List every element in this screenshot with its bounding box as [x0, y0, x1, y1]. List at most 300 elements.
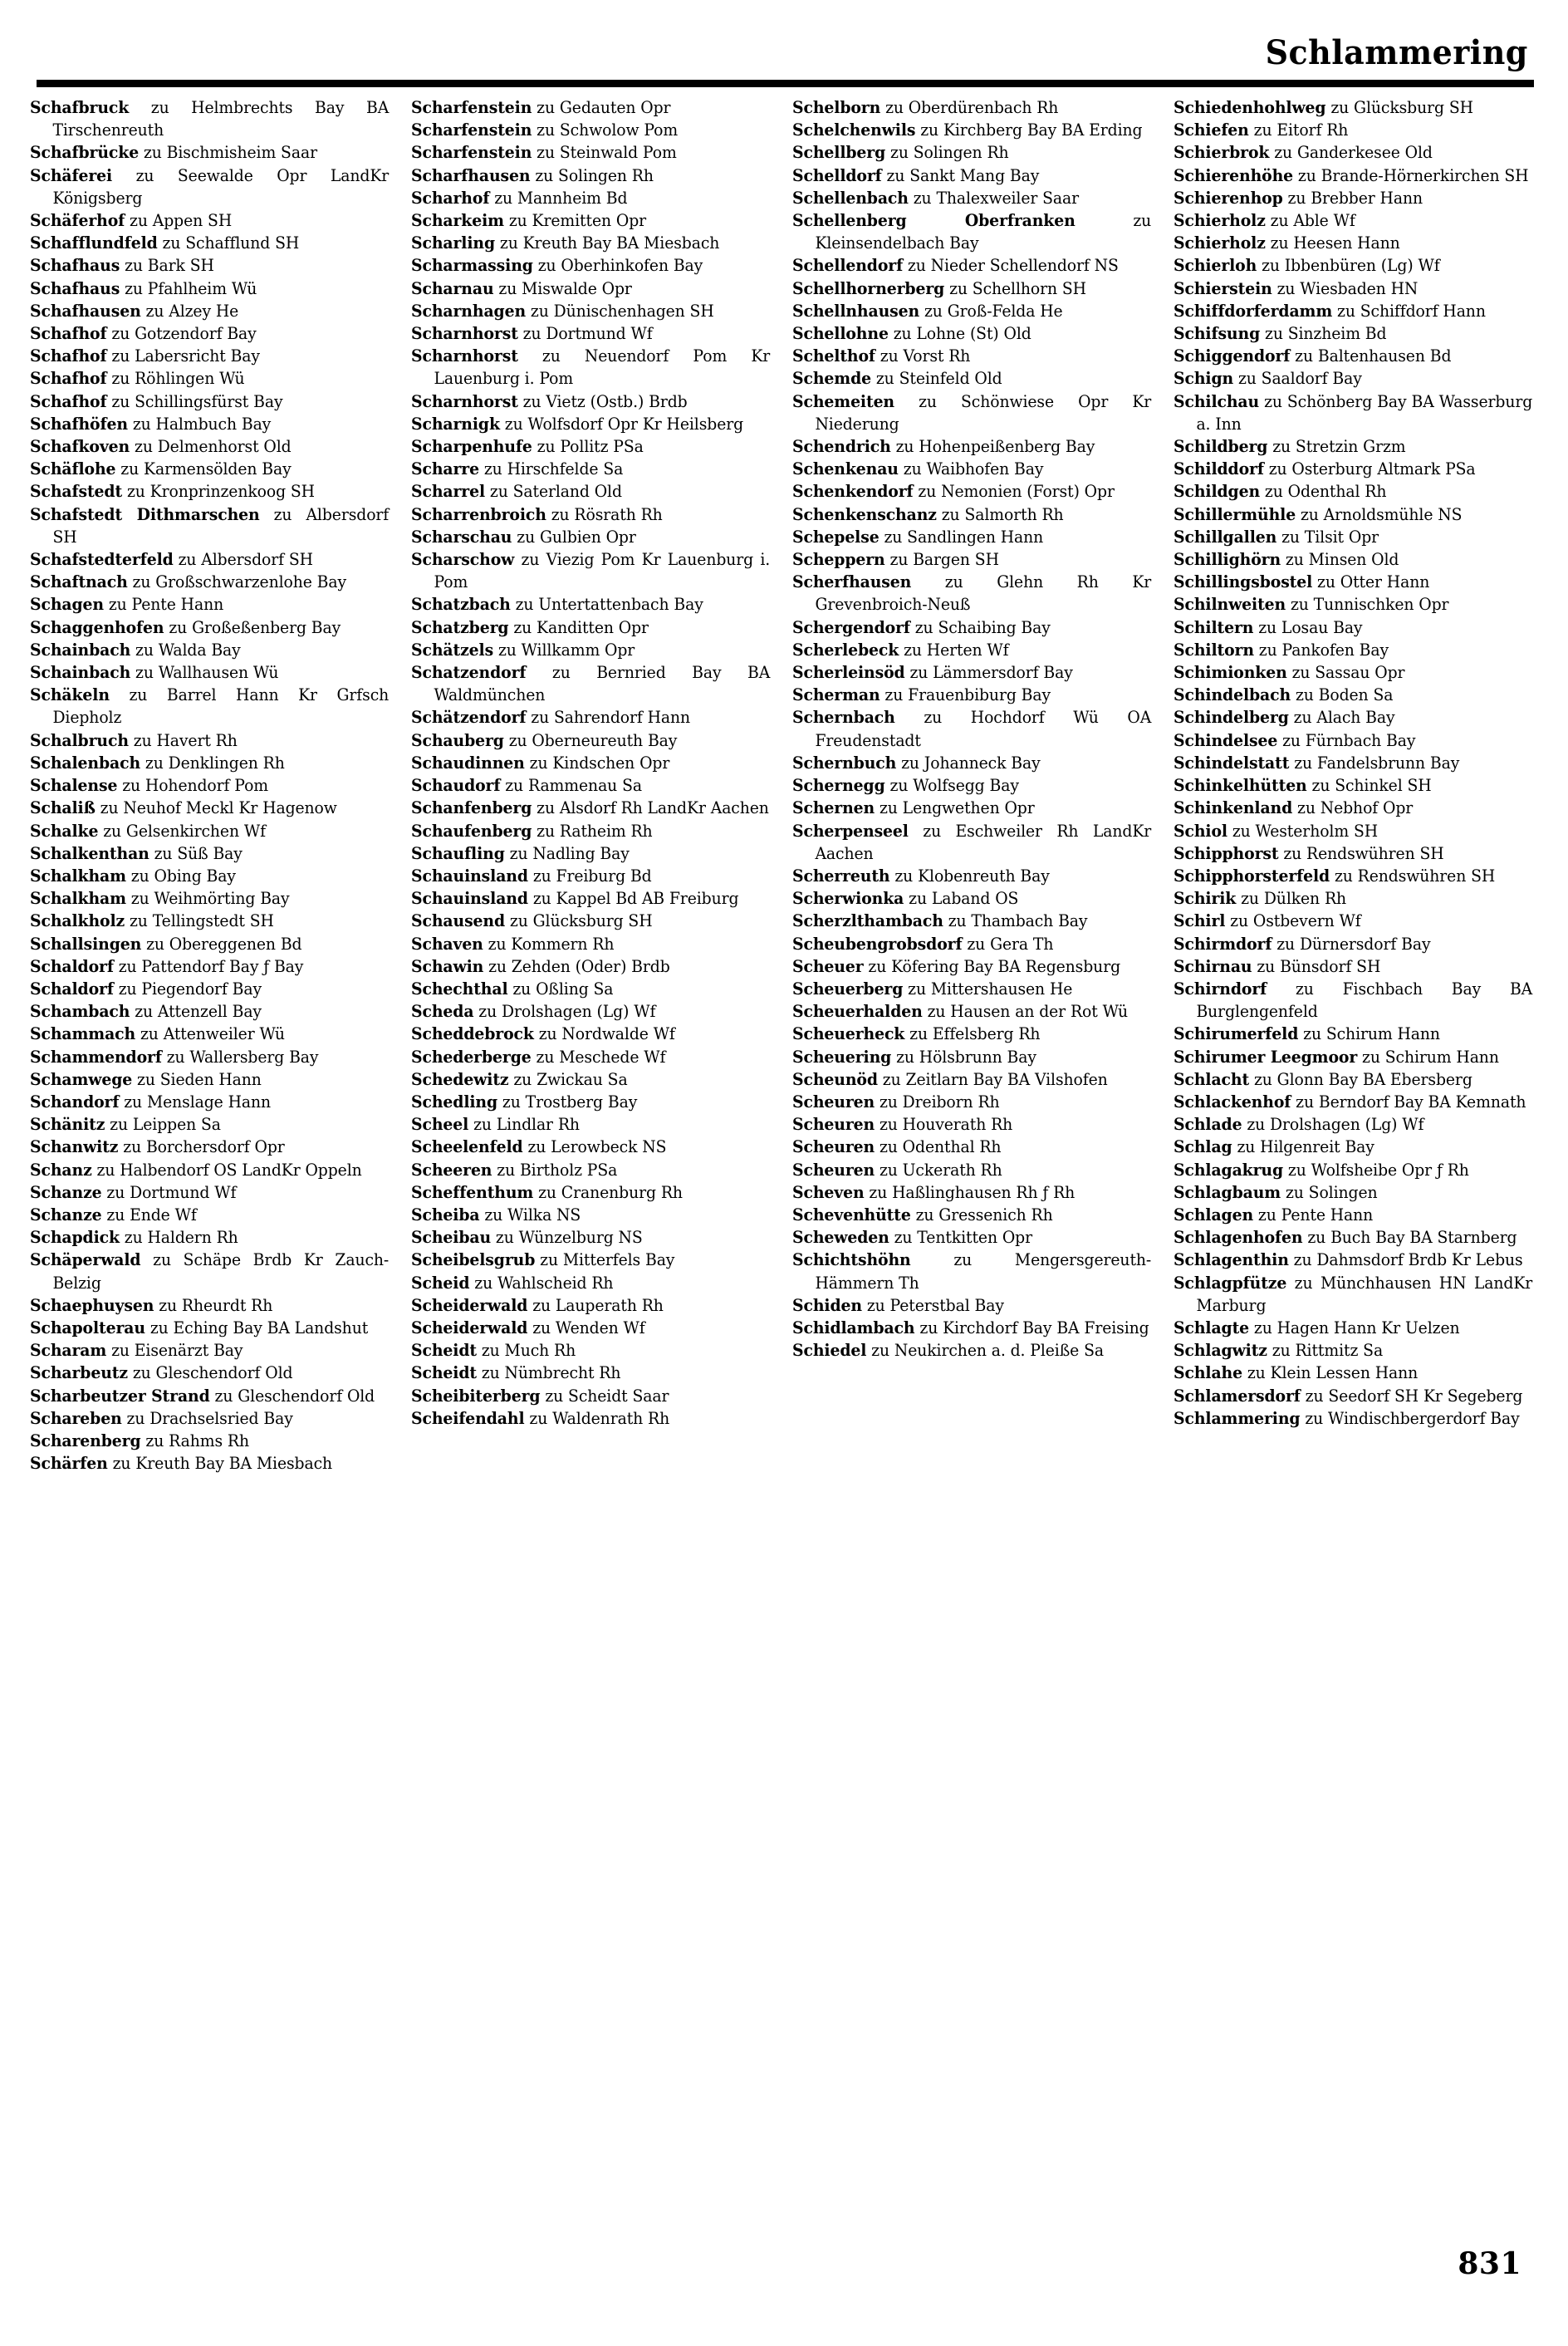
entry-reference: zu Freiburg Bd — [527, 866, 652, 886]
entry-reference: zu Hilgenreit Bay — [1232, 1137, 1374, 1157]
entry-reference: zu Birtholz PSa — [492, 1160, 618, 1180]
entry-keyword: Schlagwitz — [1174, 1341, 1267, 1361]
entry-reference: zu Baltenhausen Bd — [1290, 346, 1452, 366]
entry-reference: zu Sandlingen Hann — [879, 527, 1044, 547]
entry-reference: zu Ostbevern Wf — [1225, 911, 1361, 931]
index-entry — [30, 797, 389, 819]
entry-keyword: Schifsung — [1174, 324, 1261, 344]
entry-reference: zu Heesen Hann — [1265, 233, 1400, 253]
entry-keyword: Schedling — [411, 1092, 498, 1112]
entry-keyword: Schierstein — [1174, 278, 1272, 298]
index-entry — [411, 1317, 770, 1339]
entry-reference: zu Mannheim Bd — [489, 188, 628, 208]
entry-keyword: Scheibelsgrub — [411, 1250, 536, 1270]
index-entry — [792, 1000, 1151, 1023]
entry-reference: zu Westerholm SH — [1227, 821, 1379, 841]
index-entry — [792, 1068, 1151, 1091]
entry-reference: zu Thalexweiler Saar — [908, 188, 1080, 208]
entry-keyword: Schamwege — [30, 1069, 133, 1089]
entry-keyword: Schirl — [1174, 911, 1226, 931]
entry-keyword: Schalkholz — [30, 911, 125, 931]
entry-keyword: Schlagpfütze — [1174, 1273, 1287, 1293]
entry-keyword: Schafhof — [30, 346, 107, 366]
entry-keyword: Scharpenhufe — [411, 437, 532, 457]
index-entry — [792, 1023, 1151, 1045]
index-entry — [1174, 706, 1532, 729]
index-entry — [411, 187, 770, 209]
entry-keyword: Scharfhausen — [411, 165, 531, 185]
index-entry — [411, 1362, 770, 1384]
index-entry — [411, 1249, 770, 1271]
entry-keyword: Scheibiterberg — [411, 1386, 541, 1406]
index-entry — [792, 503, 1151, 526]
index-entry — [1174, 435, 1532, 458]
index-entry — [1174, 1159, 1532, 1181]
entry-reference: zu Großeßenberg Bay — [164, 617, 341, 637]
entry-reference: zu Menslage Hann — [119, 1092, 272, 1112]
index-entry — [411, 887, 770, 910]
entry-keyword: Scheuerheck — [792, 1024, 905, 1044]
index-entry — [792, 865, 1151, 887]
entry-reference: zu Großschwarzenlohe Bay — [127, 572, 347, 592]
entry-reference: zu Münchhausen HN LandKr Marburg — [1196, 1273, 1533, 1315]
index-entry — [411, 435, 770, 458]
entry-keyword: Scharnhorst — [411, 346, 518, 366]
entry-keyword: Schalbruch — [30, 730, 129, 750]
entry-keyword: Schambach — [30, 1002, 130, 1022]
entry-reference: zu Pente Hann — [103, 595, 224, 615]
entry-keyword: Scheuer — [792, 956, 864, 976]
entry-keyword: Scharrel — [411, 482, 486, 502]
entry-reference: zu Nordwalde Wf — [533, 1024, 675, 1044]
index-entry — [411, 593, 770, 616]
entry-reference: zu Arnoldsmühle NS — [1296, 504, 1463, 524]
entry-reference: zu Odenthal Rh — [1260, 482, 1387, 502]
index-entry — [1174, 865, 1532, 887]
index-entry — [411, 1226, 770, 1249]
entry-keyword: Schildberg — [1174, 437, 1268, 457]
entry-reference: zu Odenthal Rh — [875, 1137, 1002, 1157]
entry-keyword: Scherpenseel — [792, 821, 909, 841]
index-entry — [1174, 1362, 1532, 1384]
index-entry — [411, 1294, 770, 1317]
entry-reference: zu Barrel Hann Kr Grfsch Diepholz — [52, 685, 390, 728]
index-entry — [30, 1430, 389, 1452]
entry-reference: zu Groß-Felda He — [919, 301, 1063, 321]
index-entry — [792, 1226, 1151, 1249]
entry-reference: zu Cranenburg Rh — [533, 1182, 683, 1202]
entry-keyword: Schäferhof — [30, 211, 125, 231]
entry-reference: zu Kanditten Opr — [508, 617, 649, 637]
entry-keyword: Scheeren — [411, 1160, 492, 1180]
entry-keyword: Schafstedt Dithmarschen — [30, 504, 260, 524]
entry-keyword: Schäkeln — [30, 685, 110, 705]
index-entry — [411, 1136, 770, 1158]
entry-keyword: Schlagte — [1174, 1318, 1250, 1337]
entry-reference: zu Otter Hann — [1312, 572, 1430, 592]
entry-reference: zu Klobenreuth Bay — [889, 866, 1050, 886]
index-entry — [411, 752, 770, 774]
entry-reference: zu Alach Bay — [1288, 708, 1395, 728]
index-entry — [1174, 842, 1532, 865]
entry-reference: zu Scheidt Saar — [540, 1386, 669, 1406]
entry-reference: zu Neuhof Meckl Kr Hagenow — [95, 798, 337, 818]
entry-reference: zu Schinkel SH — [1306, 776, 1432, 796]
entry-reference: zu Kirchdorf Bay BA Freising — [914, 1318, 1149, 1337]
index-entry — [30, 277, 389, 300]
index-entry — [411, 96, 770, 119]
entry-reference: zu Albersdorf SH — [52, 504, 390, 547]
entry-reference: zu Osterburg Altmark PSa — [1263, 459, 1476, 479]
entry-keyword: Scharkeim — [411, 211, 504, 231]
entry-reference: zu Bernried Bay BA Waldmünchen — [434, 663, 771, 705]
entry-reference: zu Gulbien Opr — [512, 527, 636, 547]
entry-keyword: Schaven — [411, 934, 483, 954]
entry-reference: zu Oberdürenbach Rh — [880, 98, 1059, 117]
index-entry — [1174, 367, 1532, 390]
entry-keyword: Schiefen — [1174, 120, 1249, 140]
entry-reference: zu Glonn Bay BA Ebersberg — [1249, 1069, 1472, 1089]
index-entry — [792, 187, 1151, 209]
entry-keyword: Schafhöfen — [30, 414, 128, 434]
entry-keyword: Schergendorf — [792, 617, 910, 637]
entry-reference: zu Gressenich Rh — [910, 1205, 1053, 1225]
entry-reference: zu Bark SH — [120, 256, 214, 276]
index-entry — [411, 1000, 770, 1023]
index-entry — [30, 1317, 389, 1339]
entry-keyword: Scheunöd — [792, 1069, 878, 1089]
entry-keyword: Schammendorf — [30, 1047, 162, 1067]
entry-keyword: Schafkoven — [30, 437, 130, 457]
index-entry — [792, 1204, 1151, 1226]
index-entry — [30, 232, 389, 254]
entry-reference: zu Ratheim Rh — [532, 821, 653, 841]
index-entry — [411, 1181, 770, 1204]
entry-keyword: Schaufenberg — [411, 821, 532, 841]
index-entry — [30, 1068, 389, 1091]
entry-reference: zu Gleschendorf Old — [209, 1386, 375, 1406]
index-entry — [411, 254, 770, 277]
entry-keyword: Schlagen — [1174, 1205, 1254, 1225]
index-entry — [411, 322, 770, 345]
running-head: Schlammering — [1265, 33, 1528, 72]
index-entry — [1174, 96, 1532, 119]
entry-reference: zu Hölsbrunn Bay — [891, 1047, 1036, 1067]
index-entry — [1174, 1226, 1532, 1249]
index-entry — [1174, 1136, 1532, 1158]
entry-keyword: Schernbach — [792, 708, 895, 728]
entry-reference: zu Kappel Bd AB Freiburg — [527, 889, 739, 909]
entry-keyword: Schapolterau — [30, 1318, 145, 1337]
entry-reference: zu Waldenrath Rh — [524, 1408, 670, 1428]
index-entry — [411, 865, 770, 887]
entry-keyword: Schierenhop — [1174, 188, 1283, 208]
entry-reference: zu Steinwald Pom — [532, 143, 677, 163]
index-entry — [1174, 1023, 1532, 1045]
index-entry — [30, 1452, 389, 1475]
entry-reference: zu Labersricht Bay — [106, 346, 260, 366]
index-entry — [792, 96, 1151, 119]
entry-reference: zu Fischbach Bay BA Burglengenfeld — [1196, 979, 1533, 1022]
index-entry — [1174, 639, 1532, 661]
entry-reference: zu Oberneureuth Bay — [503, 730, 678, 750]
page-header — [33, 33, 1536, 85]
entry-keyword: Scheuren — [792, 1137, 875, 1157]
entry-reference: zu Gedauten Opr — [532, 98, 671, 117]
entry-keyword: Schäperwald — [30, 1250, 141, 1270]
entry-keyword: Schallsingen — [30, 934, 142, 954]
entry-keyword: Scheiba — [411, 1205, 480, 1225]
entry-reference: zu Nümbrecht Rh — [476, 1363, 621, 1383]
entry-keyword: Schanfenberg — [411, 798, 532, 818]
entry-keyword: Schederberge — [411, 1047, 532, 1067]
index-entry — [30, 367, 389, 390]
index-entry — [792, 887, 1151, 910]
entry-reference: zu Tellingstedt SH — [125, 911, 274, 931]
index-entry — [1174, 616, 1532, 639]
entry-keyword: Schierloh — [1174, 256, 1257, 276]
index-entry — [792, 367, 1151, 390]
entry-reference: zu Mengersgereuth-Hämmern Th — [815, 1250, 1152, 1293]
index-entry — [792, 119, 1151, 141]
entry-keyword: Scheuering — [792, 1047, 892, 1067]
index-entry — [792, 390, 1151, 435]
index-entry — [1174, 910, 1532, 932]
entry-keyword: Schalkenthan — [30, 843, 149, 863]
index-entry — [1174, 729, 1532, 752]
entry-keyword: Scheuerhalden — [792, 1002, 923, 1022]
index-entry — [30, 820, 389, 842]
entry-keyword: Schierholz — [1174, 233, 1266, 253]
index-entry — [1174, 820, 1532, 842]
entry-reference: zu Tentkitten Opr — [889, 1228, 1032, 1248]
entry-reference: zu Sahrendorf Hann — [526, 708, 691, 728]
entry-reference: zu Lauperath Rh — [527, 1295, 664, 1315]
entry-keyword: Scharhof — [411, 188, 490, 208]
entry-reference: zu Johanneck Bay — [896, 753, 1041, 773]
index-entry — [1174, 1046, 1532, 1068]
index-entry — [30, 1181, 389, 1204]
page-number: 831 — [1458, 2246, 1521, 2281]
index-entry — [792, 684, 1151, 706]
index-entry — [411, 820, 770, 842]
index-entry — [30, 842, 389, 865]
index-entry — [30, 1362, 389, 1384]
index-entry — [411, 503, 770, 526]
index-entry — [30, 164, 389, 209]
entry-keyword: Schernen — [792, 798, 875, 818]
entry-keyword: Schevenhütte — [792, 1205, 911, 1225]
entry-reference: zu Berndorf Bay BA Kemnath — [1291, 1092, 1526, 1112]
entry-reference: zu Sankt Mang Bay — [881, 165, 1040, 185]
index-entry — [30, 1407, 389, 1430]
index-entry — [30, 729, 389, 752]
entry-reference: zu Houverath Rh — [875, 1115, 1013, 1135]
entry-keyword: Schaufling — [411, 843, 505, 863]
entry-reference: zu Schönberg Bay BA Wasserburg a. Inn — [1196, 391, 1533, 434]
index-entry — [30, 910, 389, 932]
index-entry — [1174, 1204, 1532, 1226]
entry-keyword: Schainbach — [30, 640, 131, 660]
entry-keyword: Scheven — [792, 1182, 865, 1202]
entry-keyword: Scheweden — [792, 1228, 889, 1248]
index-entry — [1174, 887, 1532, 910]
entry-reference: zu Gleschendorf Old — [127, 1363, 293, 1383]
entry-reference: zu Seewalde Opr LandKr Königsberg — [52, 165, 390, 208]
entry-keyword: Schiggendorf — [1174, 346, 1291, 366]
entry-keyword: Scheid — [411, 1273, 470, 1293]
index-entry — [30, 1226, 389, 1249]
index-entry — [411, 300, 770, 322]
index-entry — [411, 978, 770, 1000]
entry-keyword: Scheubengrobsdorf — [792, 934, 963, 954]
index-entry — [30, 1249, 389, 1293]
index-entry — [30, 480, 389, 503]
entry-keyword: Schign — [1174, 369, 1234, 389]
index-entry — [411, 209, 770, 232]
entry-reference: zu Windischbergerdorf Bay — [1300, 1408, 1520, 1428]
entry-keyword: Scheiderwald — [411, 1295, 528, 1315]
index-entry — [30, 96, 389, 141]
index-entry — [30, 1339, 389, 1362]
entry-reference: zu Boden Sa — [1291, 685, 1394, 705]
index-entry — [792, 661, 1151, 684]
entry-reference: zu Drolshagen (Lg) Wf — [1242, 1115, 1424, 1135]
entry-keyword: Scharrenbroich — [411, 504, 546, 524]
index-entry — [792, 933, 1151, 955]
index-entry — [30, 322, 389, 345]
index-entry — [1174, 526, 1532, 548]
index-entry — [30, 1204, 389, 1226]
index-entry — [792, 1339, 1151, 1362]
entry-keyword: Scharnhagen — [411, 301, 527, 321]
index-entry — [1174, 797, 1532, 819]
entry-reference: zu Drachselsried Bay — [121, 1408, 293, 1428]
entry-reference: zu Schirum Hann — [1298, 1024, 1440, 1044]
entry-reference: zu Schönwiese Opr Kr Niederung — [815, 391, 1152, 434]
entry-reference: zu Pankofen Bay — [1253, 640, 1389, 660]
index-entry — [411, 413, 770, 435]
entry-reference: zu Saterland Old — [485, 482, 622, 502]
index-entry — [792, 277, 1151, 300]
index-entry — [411, 526, 770, 548]
entry-keyword: Schilchau — [1174, 391, 1260, 411]
entry-keyword: Schiltern — [1174, 617, 1254, 637]
entry-keyword: Scherfhausen — [792, 572, 912, 592]
entry-reference: zu Bargen SH — [884, 550, 999, 570]
index-entry — [30, 752, 389, 774]
index-entry — [30, 774, 389, 797]
index-entry — [792, 300, 1151, 322]
entry-reference: zu Sieden Hann — [132, 1069, 262, 1089]
entry-reference: zu Zeitlarn Bay BA Vilshofen — [877, 1069, 1108, 1089]
index-entry — [1174, 322, 1532, 345]
entry-keyword: Scheffenthum — [411, 1182, 534, 1202]
index-entry — [411, 1068, 770, 1091]
entry-keyword: Schelborn — [792, 98, 881, 117]
entry-reference: zu Hirschfelde Sa — [478, 459, 624, 479]
entry-reference: zu Nieder Schellendorf NS — [903, 256, 1119, 276]
entry-keyword: Scharenberg — [30, 1431, 141, 1450]
entry-keyword: Schirumerfeld — [1174, 1024, 1299, 1044]
index-entry — [411, 842, 770, 865]
entry-keyword: Schafhof — [30, 324, 107, 344]
index-entry — [1174, 955, 1532, 978]
entry-keyword: Schätzels — [411, 640, 494, 660]
entry-keyword: Schalkham — [30, 866, 126, 886]
entry-reference: zu Mitterfels Bay — [535, 1250, 675, 1270]
entry-keyword: Schenkendorf — [792, 482, 914, 502]
entry-reference: zu Lämmersdorf Bay — [904, 663, 1073, 683]
entry-keyword: Schanze — [30, 1205, 102, 1225]
entry-reference: zu Haldern Rh — [119, 1228, 238, 1248]
entry-keyword: Schatzberg — [411, 617, 509, 637]
entry-keyword: Schaggenhofen — [30, 617, 164, 637]
index-entry — [411, 480, 770, 503]
index-entry — [411, 797, 770, 819]
entry-reference: zu Rahms Rh — [140, 1431, 249, 1450]
entry-keyword: Schaephuysen — [30, 1295, 154, 1315]
entry-reference: zu Nadling Bay — [504, 843, 630, 863]
entry-keyword: Scheuren — [792, 1115, 875, 1135]
entry-reference: zu Röhlingen Wü — [106, 369, 245, 389]
entry-keyword: Schätzendorf — [411, 708, 527, 728]
entry-reference: zu Wenden Wf — [527, 1318, 645, 1337]
entry-reference: zu Klein Lessen Hann — [1242, 1363, 1419, 1383]
entry-reference: zu Attenzell Bay — [130, 1002, 262, 1022]
index-entry — [30, 661, 389, 684]
entry-keyword: Schelldorf — [792, 165, 882, 185]
entry-reference: zu Glehn Rh Kr Grevenbroich-Neuß — [815, 572, 1152, 615]
index-entry — [30, 413, 389, 435]
index-entry — [30, 571, 389, 593]
entry-reference: zu Schaibing Bay — [909, 617, 1051, 637]
entry-keyword: Schillingsbostel — [1174, 572, 1313, 592]
entry-reference: zu Wünzelburg NS — [491, 1228, 643, 1248]
entry-keyword: Scheuerberg — [792, 979, 904, 999]
index-entry — [30, 1113, 389, 1136]
entry-keyword: Scharre — [411, 459, 479, 479]
entry-reference: zu Dortmund Wf — [101, 1182, 237, 1202]
index-entry — [792, 1317, 1151, 1339]
entry-reference: zu Tilsit Opr — [1276, 527, 1379, 547]
entry-reference: zu Hochdorf Wü OA Freudenstadt — [815, 708, 1152, 750]
entry-keyword: Schafhof — [30, 391, 107, 411]
entry-reference: zu Oberhinkofen Bay — [532, 256, 703, 276]
entry-reference: zu Ende Wf — [101, 1205, 197, 1225]
entry-keyword: Schaudorf — [411, 776, 501, 796]
entry-reference: zu Delmenhorst Old — [130, 437, 292, 457]
index-entry — [792, 345, 1151, 367]
text-column-3 — [792, 96, 1159, 1362]
entry-reference: zu Untertattenbach Bay — [510, 595, 703, 615]
index-entry — [1174, 300, 1532, 322]
entry-keyword: Scharling — [411, 233, 496, 253]
entry-reference: zu Willkamm Opr — [493, 640, 635, 660]
entry-reference: zu Albersdorf SH — [173, 550, 313, 570]
entry-keyword: Schillermühle — [1174, 504, 1296, 524]
entry-keyword: Schilnweiten — [1174, 595, 1286, 615]
entry-reference: zu Eschweiler Rh LandKr Aachen — [815, 821, 1152, 863]
entry-keyword: Schafbruck — [30, 98, 130, 117]
entry-reference: zu Drolshagen (Lg) Wf — [473, 1002, 656, 1022]
entry-reference: zu Frauenbiburg Bay — [880, 685, 1051, 705]
entry-reference: zu Haßlinghausen Rh ƒ Rh — [864, 1182, 1076, 1202]
index-entry — [30, 435, 389, 458]
entry-keyword: Schafhaus — [30, 278, 120, 298]
entry-reference: zu Pfahlheim Wü — [120, 278, 257, 298]
entry-reference: zu Glücksburg SH — [505, 911, 653, 931]
